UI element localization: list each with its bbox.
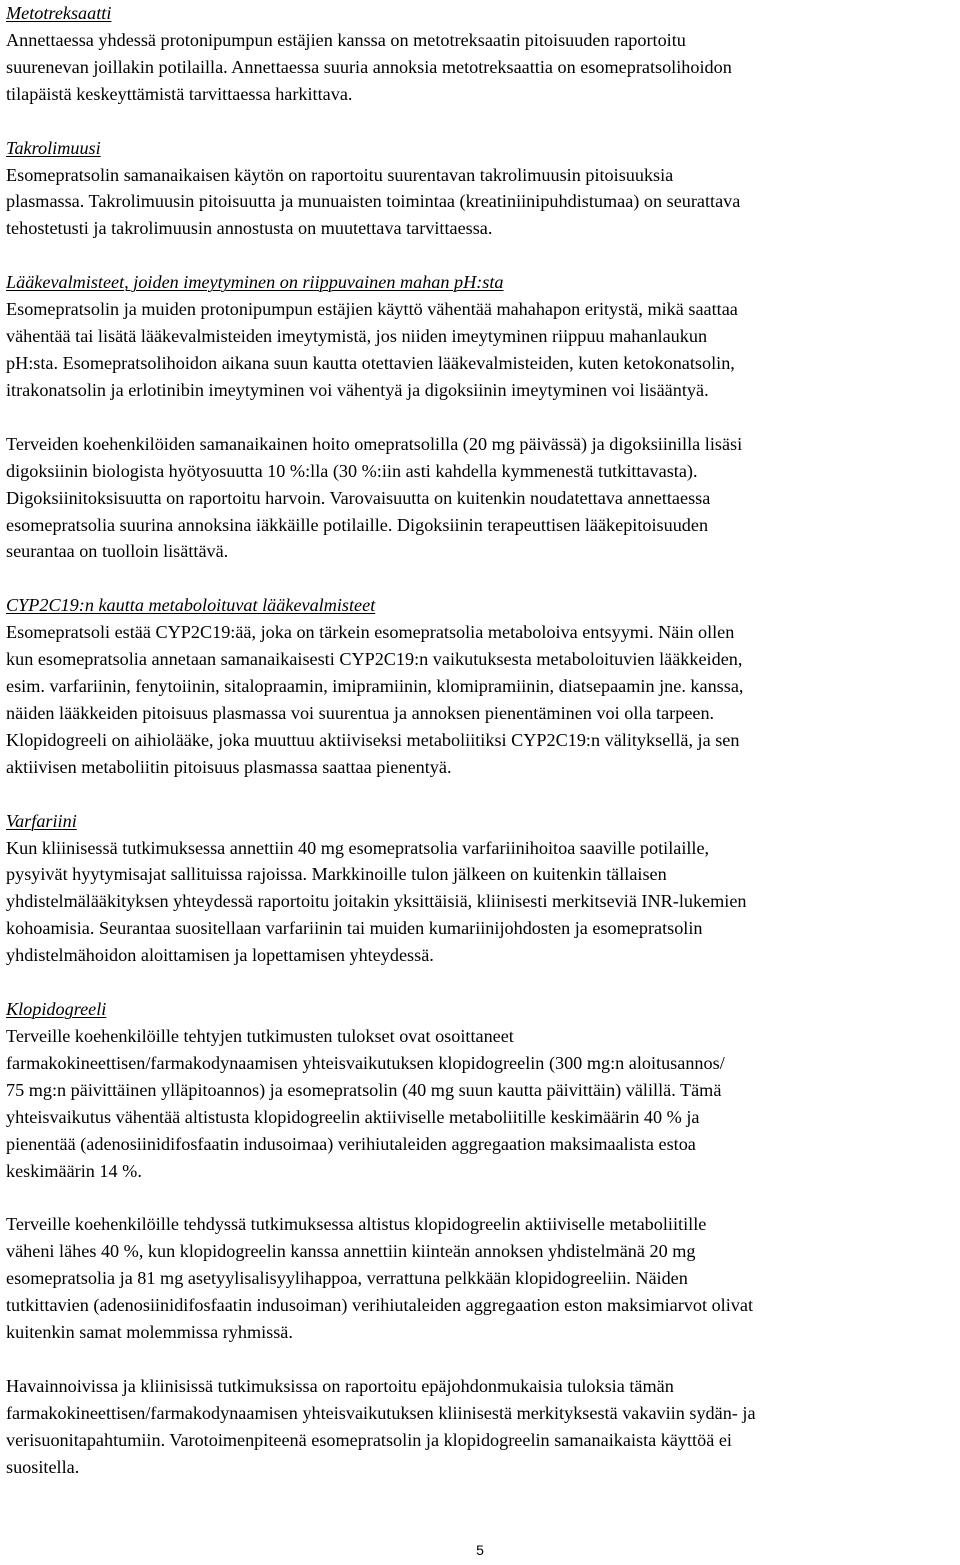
text-line: Esomepratsolin ja muiden protonipumpun estäjien käyttö vähentää mahahapon eritystä, mikä saattaa bbox=[6, 299, 738, 320]
text-line: pysyivät hyytymisajat sallituissa rajoissa. Markkinoille tulon jälkeen on kuitenkin tällaisen bbox=[6, 864, 667, 885]
text-line: tutkittavien (adenosiinidifosfaatin indusoiman) verihiutaleiden aggregaation eston maksimiarvot olivat bbox=[6, 1295, 754, 1316]
section-klopidogreeli bbox=[6, 996, 956, 1481]
text-line: seurantaa on tuolloin lisättävä. bbox=[6, 541, 229, 562]
text-line: pienentää (adenosiinidifosfaatin indusoimaa) verihiutaleiden aggregaation maksimaalista estoa bbox=[6, 1133, 696, 1154]
text-line: 75 mg:n päivittäinen ylläpitoannos) ja esomepratsolin (40 mg suun kautta päivittäin) välillä. Tämä bbox=[6, 1079, 722, 1100]
text-line: verisuonitapahtumiin. Varotoimenpiteenä esomepratsolin ja klopidogreelin samanaikaista käyttöä ei bbox=[6, 1429, 732, 1450]
text-line: yhdistelmähoidon aloittamisen ja lopettamisen yhteydessä. bbox=[6, 945, 434, 966]
paragraph bbox=[6, 835, 956, 970]
text-line: farmakokineettisen/farmakodynaamisen yhteisvaikutuksen klopidogreelin (300 mg:n aloitusannos/ bbox=[6, 1052, 725, 1073]
text-line: itrakonatsolin ja erlotinibin imeytyminen voi vähentyä ja digoksiinin imeytyminen voi lisääntyä. bbox=[6, 379, 709, 400]
text-line: aktiivisen metaboliitin pitoisuus plasmassa saattaa pienentyä. bbox=[6, 756, 452, 777]
section-heading: Takrolimuusi bbox=[6, 137, 101, 158]
text-line: Klopidogreeli on aihiolääke, joka muuttuu aktiiviseksi metaboliitiksi CYP2C19:n välityksellä, ja sen bbox=[6, 729, 740, 750]
text-line: digoksiinin biologista hyötyosuutta 10 %:lla (30 %:iin asti kahdella kymmenestä tutkittavasta). bbox=[6, 460, 698, 481]
paragraph bbox=[6, 619, 956, 780]
paragraph bbox=[6, 1211, 956, 1346]
text-line: kuitenkin samat molemmissa ryhmissä. bbox=[6, 1322, 293, 1343]
text-line: Kun kliinisessä tutkimuksessa annettiin 40 mg esomepratsolia varfariinihoitoa saaville potilaille, bbox=[6, 837, 710, 858]
text-line: esim. varfariinin, fenytoiinin, sitalopraamin, imipramiinin, klomipramiinin, diatsepaamin jne. kanssa, bbox=[6, 676, 744, 697]
section-takrolimuusi bbox=[6, 135, 956, 243]
text-line: vähentää tai lisätä lääkevalmisteiden imeytymistä, jos niiden imeytyminen riippuu mahanlaukun bbox=[6, 326, 708, 347]
section-heading: CYP2C19:n kautta metaboloituvat lääkevalmisteet bbox=[6, 595, 376, 616]
text-line: Digoksiinitoksisuutta on raportoitu harvoin. Varovaisuutta on kuitenkin noudatettava annettaessa bbox=[6, 487, 711, 508]
text-line: Annettaessa yhdessä protonipumpun estäjien kanssa on metotreksaatin pitoisuuden raportoitu bbox=[6, 29, 686, 50]
text-line: pH:sta. Esomepratsolihoidon aikana suun kautta otettavien lääkevalmisteiden, kuten ketokonatsolin, bbox=[6, 352, 735, 373]
section-ph-dependent-drugs bbox=[6, 269, 956, 565]
text-line: yhdistelmälääkityksen yhteydessä raportoitu joitakin yksittäisiä, kliinisesti merkitseviä INR-lukemien bbox=[6, 891, 747, 912]
section-heading: Metotreksaatti bbox=[6, 3, 112, 23]
paragraph bbox=[6, 27, 956, 108]
text-line: plasmassa. Takrolimuusin pitoisuutta ja munuaisten toimintaa (kreatiniinipuhdistumaa) on seurattava bbox=[6, 191, 741, 212]
paragraph bbox=[6, 1373, 956, 1481]
section-varfariini bbox=[6, 808, 956, 969]
text-line: suositella. bbox=[6, 1456, 80, 1477]
text-line: Terveiden koehenkilöiden samanaikainen hoito omepratsolilla (20 mg päivässä) ja digoksiinilla lisäsi bbox=[6, 433, 743, 454]
section-cyp2c19 bbox=[6, 592, 956, 780]
text-line: Terveille koehenkilöille tehtyjen tutkimusten tulokset ovat osoittaneet bbox=[6, 1026, 514, 1046]
page-number: 5 bbox=[476, 1542, 484, 1558]
text-line: suurenevan joillakin potilailla. Annettaessa suuria annoksia metotreksaattia on esomepratsolihoidon bbox=[6, 56, 732, 77]
text-line: keskimäärin 14 %. bbox=[6, 1160, 142, 1181]
section-heading: Varfariini bbox=[6, 810, 77, 831]
text-line: näiden lääkkeiden pitoisuus plasmassa voi suurentua ja annoksen pienentäminen voi olla tarpeen. bbox=[6, 702, 715, 723]
text-line: esomepratsolia suurina annoksina iäkkäille potilaille. Digoksiinin terapeuttisen lääkepitoisuuden bbox=[6, 514, 709, 535]
document-page bbox=[6, 0, 956, 1481]
section-metotreksaatti bbox=[6, 0, 956, 108]
text-line: väheni lähes 40 %, kun klopidogreelin kanssa annettiin kiinteän annoksen yhdistelmänä 20 mg bbox=[6, 1241, 696, 1262]
text-line: tehostetusti ja takrolimuusin annostusta on muutettava tarvittaessa. bbox=[6, 218, 493, 239]
paragraph bbox=[6, 296, 956, 404]
text-line: kohoamisia. Seurantaa suositellaan varfariinin tai muiden kumariinijohdosten ja esomepratsolin bbox=[6, 918, 703, 939]
text-line: yhteisvaikutus vähentää altistusta klopidogreelin aktiiviselle metaboliitille keskimäärin 40 % ja bbox=[6, 1106, 700, 1127]
text-line: Havainnoivissa ja kliinisissä tutkimuksissa on raportoitu epäjohdonmukaisia tuloksia tämän bbox=[6, 1375, 674, 1396]
text-line: Esomepratsoli estää CYP2C19:ää, joka on tärkein esomepratsolia metaboloiva entsyymi. Näin ollen bbox=[6, 622, 735, 643]
text-line: Esomepratsolin samanaikaisen käytön on raportoitu suurentavan takrolimuusin pitoisuuksia bbox=[6, 164, 674, 185]
paragraph bbox=[6, 1023, 956, 1184]
section-heading: Klopidogreeli bbox=[6, 999, 107, 1020]
paragraph bbox=[6, 431, 956, 566]
section-heading: Lääkevalmisteet, joiden imeytyminen on riippuvainen mahan pH:sta bbox=[6, 272, 504, 293]
text-line: Terveille koehenkilöille tehdyssä tutkimuksessa altistus klopidogreelin aktiiviselle metaboliitille bbox=[6, 1214, 707, 1235]
text-line: farmakokineettisen/farmakodynaamisen yhteisvaikutuksen kliinisestä merkityksestä vakaviin sydän- ja bbox=[6, 1402, 756, 1423]
text-line: kun esomepratsolia annetaan samanaikaisesti CYP2C19:n vaikutuksesta metaboloituvien lääkkeiden, bbox=[6, 649, 743, 670]
text-line: tilapäistä keskeyttämistä tarvittaessa harkittava. bbox=[6, 83, 353, 104]
text-line: esomepratsolia ja 81 mg asetyylisalisyylihappoa, verrattuna pelkkään klopidogreeliin. Näiden bbox=[6, 1268, 688, 1289]
paragraph bbox=[6, 162, 956, 243]
